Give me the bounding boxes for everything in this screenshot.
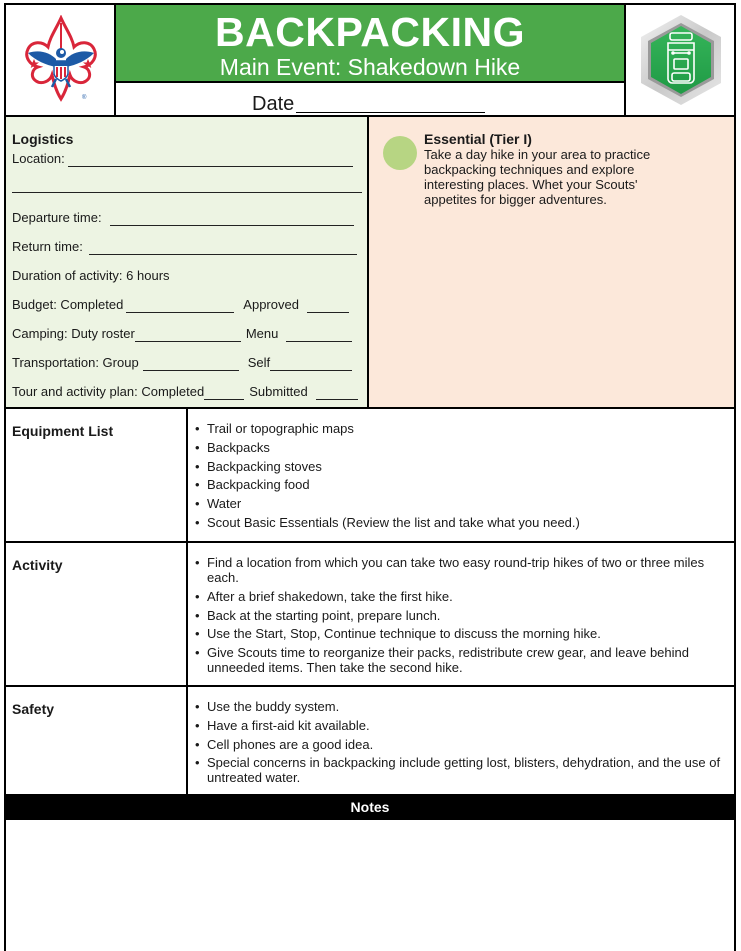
camping-menu-field[interactable]	[286, 330, 352, 342]
duty-roster-field[interactable]	[135, 330, 241, 342]
date-field[interactable]	[296, 112, 485, 113]
essential-panel	[369, 117, 734, 407]
badge-cell	[624, 5, 734, 115]
list-item: • Backpacking food	[194, 477, 724, 492]
tour-plan-submitted-label: Submitted	[249, 384, 308, 399]
equipment-label: Equipment List	[6, 409, 188, 541]
backpacking-plan-sheet	[4, 3, 736, 951]
duration-text: Duration of activity: 6 hours	[12, 268, 170, 283]
location-row	[12, 151, 353, 167]
notes-heading: Notes	[6, 794, 734, 820]
list-item: • Special concerns in backpacking include getting lost, blisters, dehydration, and the use of untreated water.	[194, 755, 724, 785]
list-item: • Backpacking stoves	[194, 459, 724, 474]
budget-completed-field[interactable]	[126, 301, 234, 313]
transportation-row	[12, 355, 352, 371]
location-label: Location:	[12, 151, 65, 166]
return-field[interactable]	[89, 243, 357, 255]
departure-label: Departure time:	[12, 210, 102, 225]
safety-list	[194, 699, 724, 789]
camping-label: Camping: Duty roster	[12, 326, 135, 341]
svg-text:®: ®	[82, 95, 87, 101]
essential-heading: Essential (Tier I)	[424, 131, 532, 147]
list-item: • Give Scouts time to reorganize their packs, redistribute crew gear, and leave behind unneeded items. Then take the second hike.	[194, 645, 724, 675]
header	[6, 5, 734, 117]
list-item: • Water	[194, 496, 724, 511]
tier-indicator-icon	[383, 136, 417, 170]
budget-row	[12, 297, 349, 313]
list-item: • Find a location from which you can take two easy round-trip hikes of two or three miles each.	[194, 555, 724, 585]
date-label: Date	[252, 93, 295, 115]
list-item: • Have a first-aid kit available.	[194, 718, 724, 733]
logistics-panel	[6, 117, 369, 407]
transportation-label: Transportation: Group	[12, 355, 139, 370]
tour-plan-completed-field[interactable]	[204, 388, 244, 400]
equipment-list	[194, 421, 724, 534]
transportation-self-label: Self	[247, 355, 271, 370]
list-item: • Scout Basic Essentials (Review the list and take what you need.)	[194, 515, 724, 530]
location-field[interactable]	[68, 155, 353, 167]
date-row	[116, 83, 624, 115]
budget-label: Budget: Completed	[12, 297, 124, 312]
camping-row	[12, 326, 352, 342]
list-item: • Use the buddy system.	[194, 699, 724, 714]
activity-section	[6, 543, 734, 687]
activity-list	[194, 555, 724, 679]
page-subtitle: Main Event: Shakedown Hike	[219, 54, 521, 80]
tour-plan-label: Tour and activity plan: Completed	[12, 384, 205, 399]
return-row	[12, 239, 357, 255]
return-label: Return time:	[12, 239, 83, 254]
backpack-badge-icon	[637, 13, 725, 107]
logistics-heading: Logistics	[12, 131, 74, 147]
safety-section	[6, 687, 734, 796]
list-item: • Use the Start, Stop, Continue technique to discuss the morning hike.	[194, 626, 724, 641]
essential-description: Take a day hike in your area to practice backpacking techniques and explore interesting places. Whet your Scouts' appetites for bigger adventures.	[424, 147, 651, 207]
list-item: • Trail or topographic maps	[194, 421, 724, 436]
transportation-self-field[interactable]	[270, 359, 352, 371]
list-item: • After a brief shakedown, take the first hike.	[194, 589, 724, 604]
logistics-essential-row	[6, 117, 734, 409]
safety-label: Safety	[6, 687, 188, 796]
tour-plan-submitted-field[interactable]	[316, 388, 358, 400]
logo-cell	[6, 5, 116, 115]
camping-menu-label: Menu	[245, 326, 279, 341]
list-item: • Back at the starting point, prepare lunch.	[194, 608, 724, 623]
tour-plan-row	[12, 384, 358, 400]
location-field-line2[interactable]	[12, 181, 362, 193]
activity-label: Activity	[6, 543, 188, 685]
duration-row	[12, 268, 170, 284]
page-title: BACKPACKING	[215, 9, 525, 55]
departure-row	[12, 210, 354, 226]
title-band	[116, 5, 624, 83]
transportation-group-field[interactable]	[143, 359, 239, 371]
notes-field[interactable]	[6, 820, 734, 951]
bsa-logo-icon	[20, 15, 102, 103]
budget-approved-field[interactable]	[307, 301, 349, 313]
budget-approved-label: Approved	[243, 297, 299, 312]
equipment-section	[6, 409, 734, 543]
location-row-2	[12, 181, 362, 193]
departure-field[interactable]	[110, 214, 354, 226]
list-item: • Backpacks	[194, 440, 724, 455]
title-cell	[116, 5, 626, 115]
list-item: • Cell phones are a good idea.	[194, 737, 724, 752]
